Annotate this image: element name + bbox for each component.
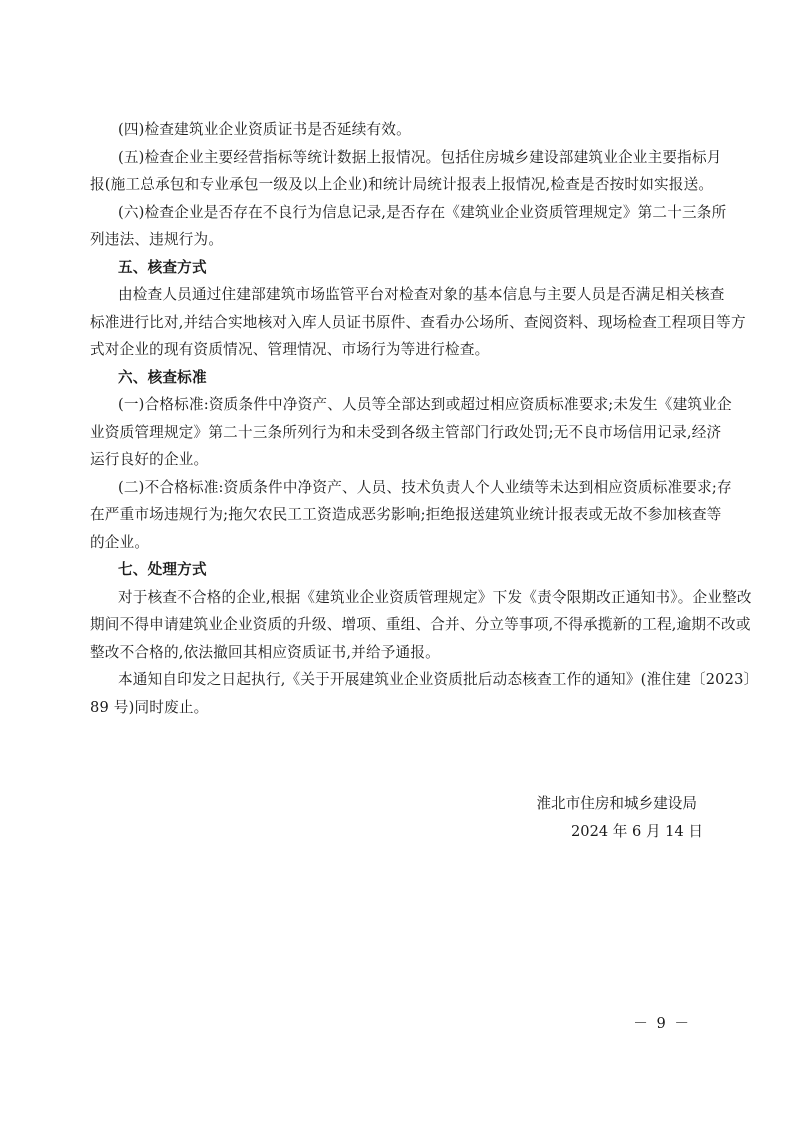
text-line: 标准进行比对,并结合实地核对入库人员证书原件、查看办公场所、查阅资料、现场检查工程项目等方	[90, 313, 746, 331]
text-line: 五、核查方式	[118, 258, 207, 276]
text-line: 本通知自印发之日起执行,《关于开展建筑业企业资质批后动态核查工作的通知》(淮住建〔2023〕	[118, 671, 759, 688]
issuing-organization: 淮北市住房和城乡建设局	[536, 795, 697, 812]
text-line: 的企业。	[90, 533, 150, 551]
text-line: 运行良好的企业。	[90, 451, 209, 468]
text-line: (一)合格标准:资质条件中净资产、人员等全部达到或超过相应资质标准要求;未发生《建筑业企	[118, 396, 732, 413]
text-line: 报(施工总承包和专业承包一级及以上企业)和统计局统计报表上报情况,检查是否按时如实报送。	[90, 176, 714, 193]
paragraph	[90, 199, 727, 254]
text-line: (六)检查企业是否存在不良行为信息记录,是否存在《建筑业企业资质管理规定》第二十三条所	[118, 203, 727, 221]
text-line: 列违法、违规行为。	[90, 231, 224, 248]
signature-block	[536, 790, 703, 845]
text-line: 七、处理方式	[118, 561, 207, 578]
paragraph	[90, 474, 732, 557]
text-line: 在严重市场违规行为;拖欠农民工工资造成恶劣影响;拒绝报送建筑业统计报表或无故不参加核查等	[90, 506, 722, 523]
text-line: 式对企业的现有资质情况、管理情况、市场行为等进行检查。	[90, 341, 490, 358]
section-heading	[118, 364, 678, 392]
page-number: － 9 －	[633, 1015, 691, 1032]
paragraph	[90, 666, 759, 721]
text-line: 对于核查不合格的企业,根据《建筑业企业资质管理规定》下发《责令限期改正通知书》。企业整改	[118, 588, 752, 606]
paragraph	[90, 584, 752, 667]
text-line: (二)不合格标准:资质条件中净资产、人员、技术负责人个人业绩等未达到相应资质标准要求;存	[118, 478, 732, 496]
paragraph	[90, 281, 746, 364]
text-line: 期间不得申请建筑业企业资质的升级、增项、重组、合并、分立等事项,不得承揽新的工程,逾期不改或	[90, 616, 751, 633]
text-line: (四)检查建筑业企业资质证书是否延续有效。	[118, 121, 411, 138]
text-line: 由检查人员通过住建部建筑市场监管平台对检查对象的基本信息与主要人员是否满足相关核查	[118, 286, 725, 303]
paragraph	[90, 144, 722, 199]
text-line: 整改不合格的,依法撤回其相应资质证书,并给予通报。	[90, 643, 440, 661]
document-body	[90, 116, 759, 721]
paragraph	[90, 391, 732, 474]
text-line: 六、核查标准	[118, 368, 207, 386]
section-heading	[118, 556, 678, 584]
paragraph	[118, 116, 678, 144]
text-line: 业资质管理规定》第二十三条所列行为和未受到各级主管部门行政处罚;无不良市场信用记录,经济	[90, 423, 722, 441]
text-line: 89 号)同时废止。	[90, 698, 209, 716]
text-line: (五)检查企业主要经营指标等统计数据上报情况。包括住房城乡建设部建筑业企业主要指标月	[118, 148, 722, 166]
section-heading	[118, 254, 678, 282]
issue-date: 2024 年 6 月 14 日	[571, 822, 703, 840]
